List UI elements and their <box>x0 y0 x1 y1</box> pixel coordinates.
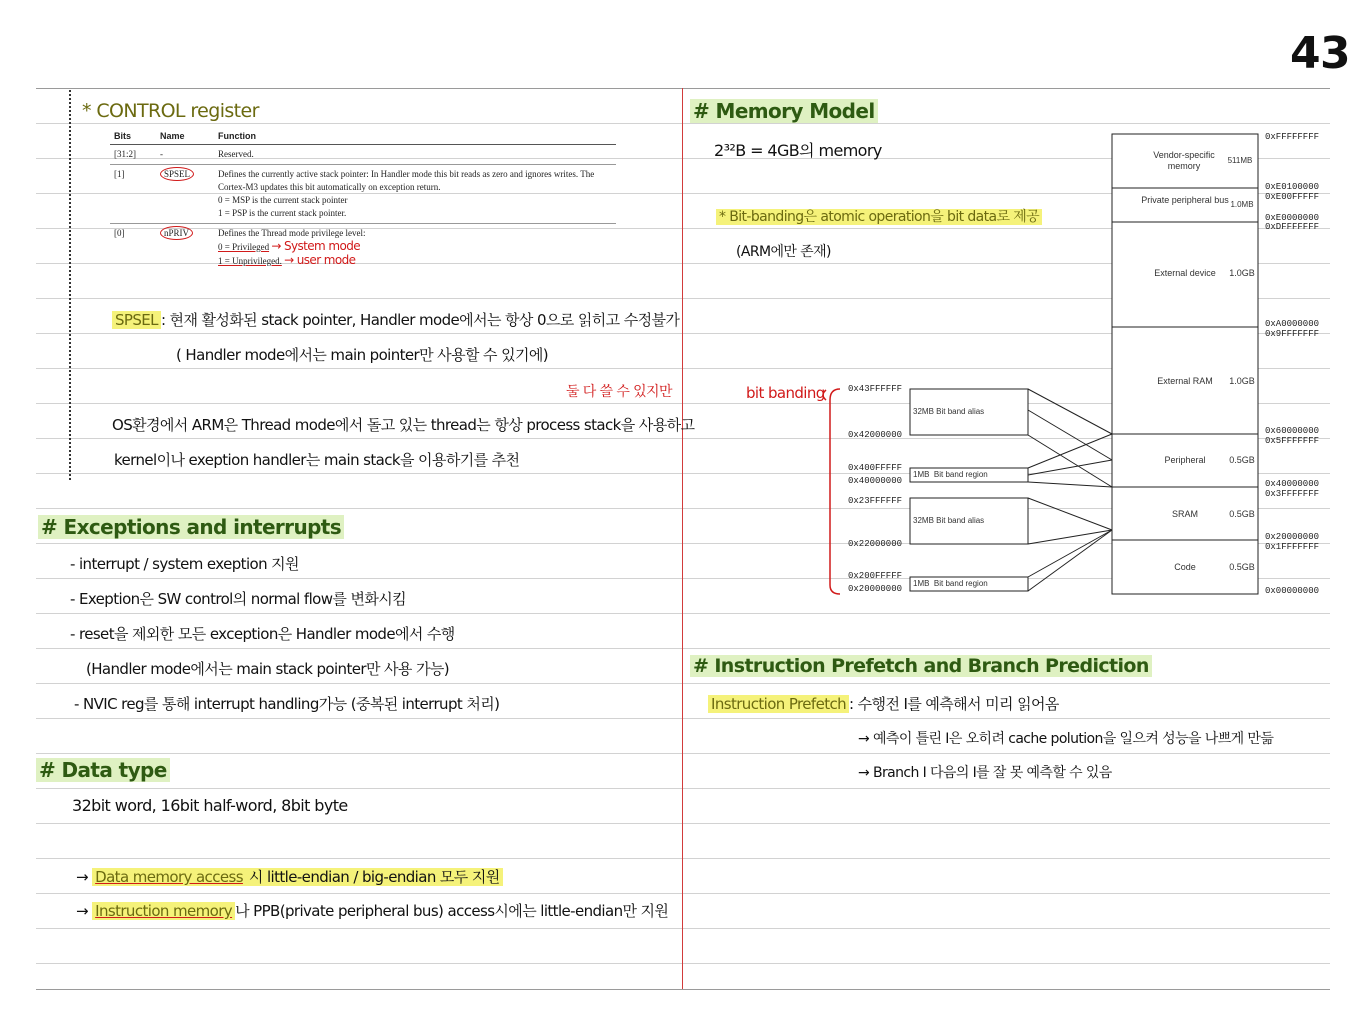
region-size-ext-ram: 1.0GB <box>1229 376 1255 386</box>
memory-model-title: # Memory Model <box>690 99 878 123</box>
control-register-title: * CONTROL register <box>82 100 259 122</box>
table-row: [31:2] - Reserved. <box>110 145 616 165</box>
region-size-ppb: 1.0MB <box>1230 200 1254 209</box>
address-label: 0x400FFFFF <box>848 463 903 473</box>
address-label: 0x20000000 <box>1265 532 1320 542</box>
region-vendor-specific: Vendor-specific memory <box>1153 150 1215 171</box>
address-label: 0xA0000000 <box>1265 319 1320 329</box>
region-sram: SRAM <box>1171 509 1198 519</box>
bitband-alias-lower: 32MB Bit band alias <box>913 516 985 525</box>
exceptions-item-4: (Handler mode에서는 main stack pointer만 사용 가능) <box>86 660 449 678</box>
region-size-vendor: 511MB <box>1227 156 1253 165</box>
address-label: 0xFFFFFFFF <box>1265 132 1320 142</box>
spsel-circled: SPSEL <box>160 167 194 181</box>
exceptions-item-5: - NVIC reg를 통해 interrupt handling가능 (중복된 interrupt 처리) <box>74 695 500 713</box>
region-size-code: 0.5GB <box>1229 562 1255 572</box>
memory-size-line: 2³²B = 4GB의 memory <box>714 141 882 160</box>
address-label: 0xDFFFFFFF <box>1265 222 1320 232</box>
exceptions-title: # Exceptions and interrupts <box>38 515 344 539</box>
bitband-region-lower: 1MB Bit band region <box>913 579 988 588</box>
col-name: Name <box>156 128 214 145</box>
region-external-device: External device <box>1154 268 1216 278</box>
os-line-1: OS환경에서 ARM은 Thread mode에서 돌고 있는 thread는 항상 process stack을 사용하고 <box>112 416 695 434</box>
address-label: 0x42000000 <box>848 430 903 440</box>
region-size-ext-device: 1.0GB <box>1229 268 1255 278</box>
address-label: 0x23FFFFFF <box>848 496 903 506</box>
spsel-desc: : 현재 활성화된 stack pointer, Handler mode에서는 항상 0으로 읽히고 수정불가 <box>160 311 680 329</box>
system-mode-note: → System mode <box>271 239 360 253</box>
bitband-note: * Bit-banding은 atomic operation을 bit data로 제공 <box>716 206 1042 226</box>
bit-banding-label: bit banding <box>746 384 825 402</box>
address-label: 0x20000000 <box>848 584 903 594</box>
datatype-desc: 32bit word, 16bit half-word, 8bit byte <box>72 796 348 815</box>
prefetch-note-2: → Branch I 다음의 I를 잘 못 예측할 수 있음 <box>858 765 1112 781</box>
region-size-peripheral: 0.5GB <box>1229 455 1255 465</box>
region-external-ram: External RAM <box>1157 376 1213 386</box>
npriv-circled: nPRIV <box>160 226 193 240</box>
region-peripheral: Peripheral <box>1164 455 1206 465</box>
address-label: 0x200FFFFF <box>848 571 903 581</box>
table-row: [0] nPRIV Defines the Thread mode privilege level: 0 = Privileged → System mode 1 = Unprivileged. → user mode <box>114 228 366 267</box>
page-number: 43 <box>1290 28 1351 79</box>
address-label: 0xE00FFFFF <box>1265 192 1320 202</box>
address-label: 0x40000000 <box>1265 479 1320 489</box>
exceptions-item-2: - Exeption은 SW control의 normal flow를 변화시킴 <box>70 590 407 608</box>
user-mode-note: → user mode <box>284 253 356 267</box>
spsel-label: SPSEL <box>112 311 161 329</box>
col-function: Function <box>214 128 616 145</box>
bitband-alias-upper: 32MB Bit band alias <box>913 407 985 416</box>
spsel-sub: ( Handler mode에서는 main pointer만 사용할 수 있기에) <box>176 346 549 364</box>
prefetch-title: # Instruction Prefetch and Branch Prediction <box>690 655 1152 677</box>
address-label: 0x5FFFFFFF <box>1265 436 1320 446</box>
datatype-title: # Data type <box>36 758 170 782</box>
arm-only-note: (ARM에만 존재) <box>736 244 831 260</box>
region-size-sram: 0.5GB <box>1229 509 1255 519</box>
exceptions-item-1: - interrupt / system exeption 지원 <box>70 555 299 573</box>
col-bits: Bits <box>110 128 156 145</box>
region-code: Code <box>1174 562 1196 572</box>
address-label: 0x60000000 <box>1265 426 1320 436</box>
prefetch-line: Instruction Prefetch : 수행전 I를 예측해서 미리 읽어옴 <box>708 693 1059 714</box>
prefetch-note-1: → 예측이 틀린 I은 오히려 cache polution을 일으켜 성능을 나쁘게 만듦 <box>858 731 1274 747</box>
address-label: 0xE0000000 <box>1265 213 1320 223</box>
address-label: 0xE0100000 <box>1265 182 1320 192</box>
datatype-line-1: → Data memory access 시 little-endian / big-endian 모두 지원 <box>76 866 503 887</box>
region-ppb: Private peripheral bus <box>1141 195 1229 205</box>
address-label: 0x9FFFFFFF <box>1265 329 1320 339</box>
address-label: 0x1FFFFFFF <box>1265 542 1320 552</box>
os-line-2: kernel이나 exeption handler는 main stack을 이용하기를 추천 <box>114 451 520 469</box>
bitband-region-upper: 1MB Bit band region <box>913 470 988 479</box>
both-usable-note: 둘 다 쓸 수 있지만 <box>566 384 672 400</box>
address-label: 0x40000000 <box>848 476 903 486</box>
table-row: [1] SPSEL Defines the currently active stack pointer: In Handler mode this bit reads as zero and ignores writes. The Cortex-M3 updates this bit automatically on exception return. 0 = MSP is the current stack pointer 1 = PSP is the current stack pointer. <box>110 165 616 224</box>
exceptions-item-3: - reset을 제외한 모든 exception은 Handler mode에서 수행 <box>70 625 455 643</box>
address-label: 0x00000000 <box>1265 586 1320 596</box>
address-label: 0x3FFFFFFF <box>1265 489 1320 499</box>
datatype-line-2: → Instruction memory 나 PPB(private peripheral bus) access시에는 little-endian만 지원 <box>76 902 669 920</box>
address-label: 0x22000000 <box>848 539 903 549</box>
address-label: 0x43FFFFFF <box>848 384 903 394</box>
